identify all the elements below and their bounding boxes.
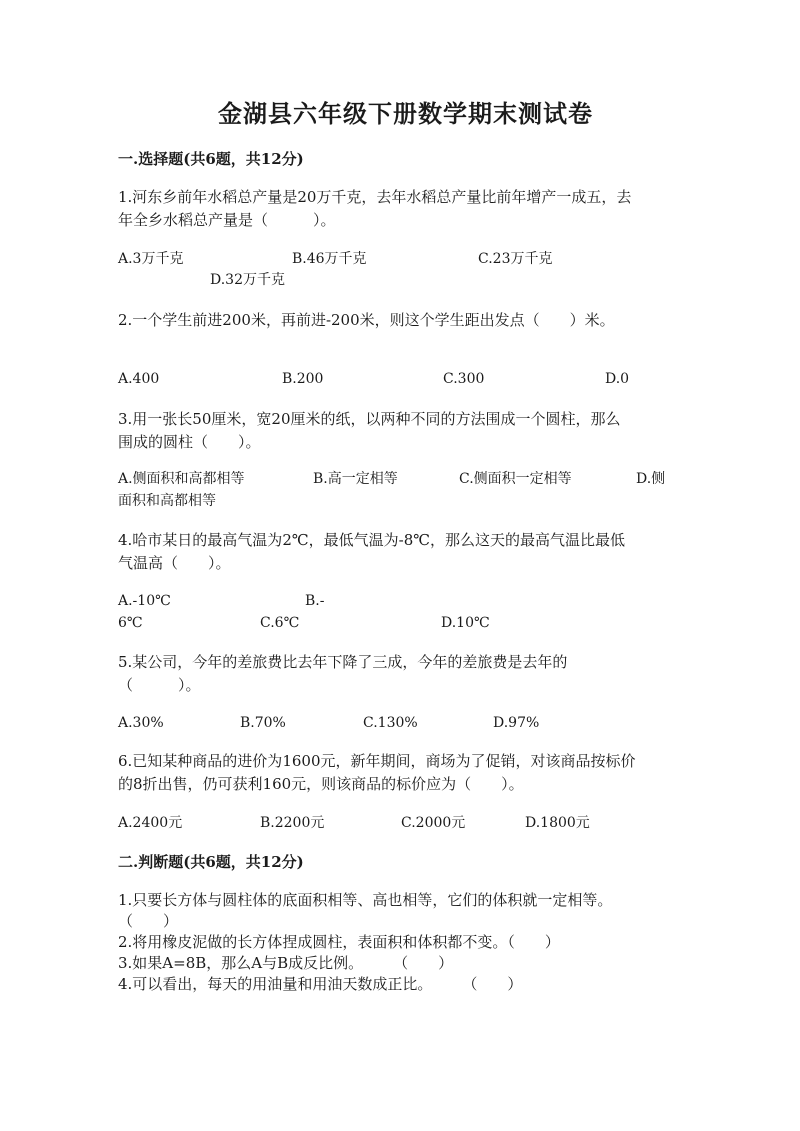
- option-c: C.300: [443, 371, 485, 387]
- question-text: 围成的圆柱（ ）。: [118, 433, 261, 451]
- question-text: 2.一个学生前进200米，再前进-200米，则这个学生距出发点（ ）米。: [118, 311, 615, 329]
- option-c: C.6℃: [260, 615, 300, 631]
- option-b: B.高一定相等: [313, 471, 398, 487]
- section-heading: 二.判断题(共6题，共12分): [118, 853, 304, 871]
- option-c: C.2000元: [401, 815, 466, 831]
- judgement-item: 2.将用橡皮泥做的长方体捏成圆柱，表面积和体积都不变。（ ）: [118, 933, 560, 951]
- option-a: A.侧面积和高都相等: [118, 471, 245, 487]
- judgement-item: 1.只要长方体与圆柱体的底面积相等、高也相等，它们的体积就一定相等。: [118, 891, 613, 909]
- section-heading: 一.选择题(共6题，共12分): [118, 150, 304, 168]
- option-a: A.400: [118, 371, 160, 387]
- option-a: A.3万千克: [118, 251, 184, 267]
- question-text: 气温高（ ）。: [118, 554, 231, 572]
- exam-title: 金湖县六年级下册数学期末测试卷: [218, 99, 593, 128]
- option-b: B.46万千克: [292, 251, 367, 267]
- judgement-item-bracket: （ ）: [118, 912, 179, 930]
- question-text: 年全乡水稻总产量是（ ）。: [118, 211, 336, 229]
- option-c: C.侧面积一定相等: [459, 471, 572, 487]
- question-text: 1.河东乡前年水稻总产量是20万千克，去年水稻总产量比前年增产一成五，去: [118, 188, 632, 206]
- option-d: D.0: [605, 371, 630, 387]
- option-d: D.32万千克: [210, 272, 285, 288]
- option-d: D.10℃: [441, 615, 490, 631]
- question-text: 5.某公司，今年的差旅费比去年下降了三成，今年的差旅费是去年的: [118, 653, 568, 671]
- question-text: 4.哈市某日的最高气温为2℃，最低气温为-8℃，那么这天的最高气温比最低: [118, 531, 626, 549]
- option-a: A.30%: [118, 715, 164, 731]
- question-text: 的8折出售，仍可获利160元，则该商品的标价应为（ ）。: [118, 775, 524, 793]
- option-b: B.2200元: [260, 815, 325, 831]
- option-a: A.2400元: [118, 815, 183, 831]
- option-d: D.侧: [636, 471, 666, 487]
- question-text: （ ）。: [118, 676, 201, 694]
- option-b: B.200: [282, 371, 324, 387]
- option-a: A.-10℃: [118, 593, 171, 609]
- option-b-continued: 6℃: [118, 615, 143, 631]
- option-c: C.130%: [363, 715, 418, 731]
- judgement-item: 3.如果A=8B，那么A与B成反比例。 （ ）: [118, 954, 454, 972]
- option-b: B.70%: [240, 715, 286, 731]
- option-c: C.23万千克: [478, 251, 553, 267]
- option-b: B.-: [305, 593, 325, 609]
- judgement-item: 4.可以看出，每天的用油量和用油天数成正比。 （ ）: [118, 975, 523, 993]
- question-text: 3.用一张长50厘米，宽20厘米的纸，以两种不同的方法围成一个圆柱，那么: [118, 410, 621, 428]
- option-d: D.1800元: [525, 815, 590, 831]
- question-text: 6.已知某种商品的进价为1600元，新年期间，商场为了促销，对该商品按标价: [118, 752, 636, 770]
- option-d-continued: 面积和高都相等: [118, 493, 216, 509]
- option-d: D.97%: [493, 715, 540, 731]
